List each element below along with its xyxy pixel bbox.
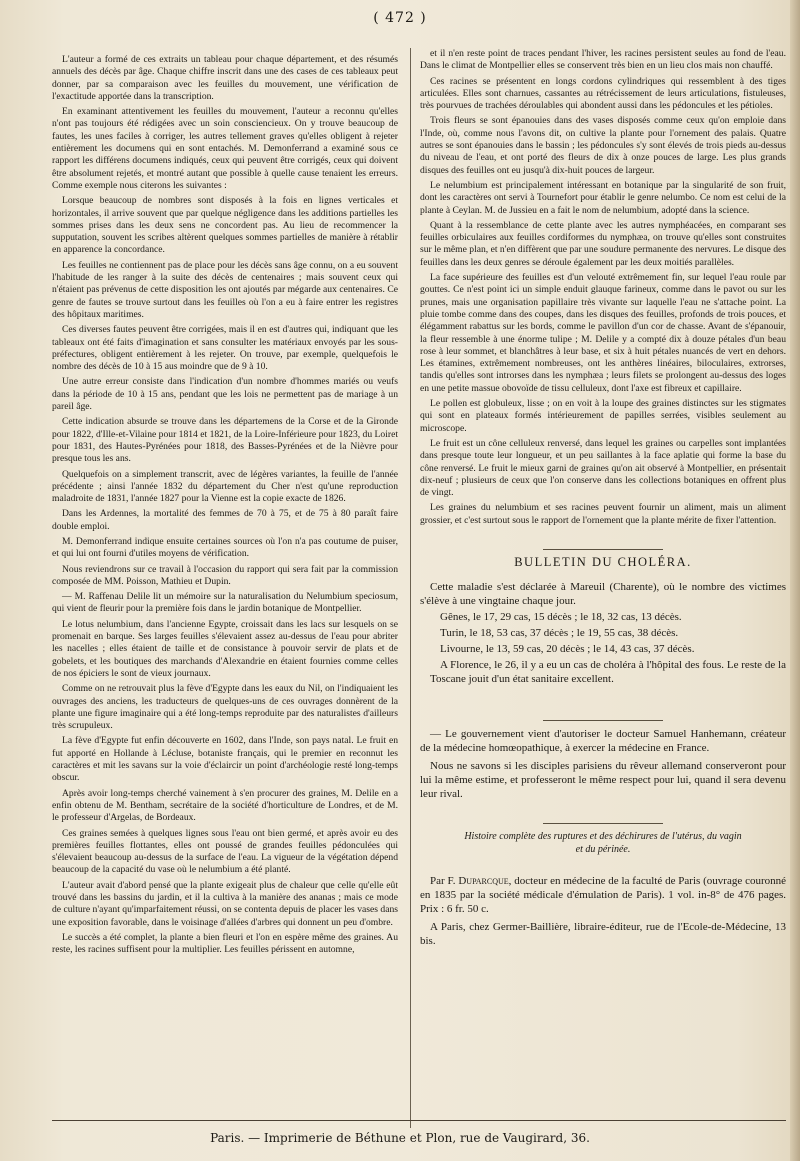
left-paragraph: Après avoir long-temps cherché vainement à s'en procurer des graines, M. Delile en a enfin obtenu de M. Bentham, secrétaire de la société d'horticulture de Londres, et de M. le professeur d'Argelas, de Bordeaux. (52, 787, 398, 824)
left-paragraph: Nous reviendrons sur ce travail à l'occasion du rapport qui sera fait par la commission composée de MM. Poisson, Mathieu et Dupin. (52, 563, 398, 587)
left-paragraph: — M. Raffenau Delile lit un mémoire sur la naturalisation du Nelumbium speciosum, qui vient de fleurir pour la première fois dans le jardin botanique de Montpellier. (52, 591, 398, 615)
left-paragraph: Ces diverses fautes peuvent être corrigées, mais il en est d'autres qui, indiquant que les tableaux ont été faits d'imagination et sans consulter les matériaux envoyés par les sous-préfectures, obligent entièrement à les rejeter. On trouve, par exemple, quelquefois le nombre des décès de 10 à 15 aus moindre que de 9 à 10. (52, 324, 398, 373)
section-rule (543, 823, 663, 824)
left-paragraph: Le lotus nelumbium, dans l'ancienne Egypte, croissait dans les lacs sur lesquels on se promenait en barque. Ses larges feuilles s'élevaient assez au-dessus de l'eau pour abriter les nacelles ; elles étaient de taille et de consistance à pouvoir servir de plats et de gobelets, et les boutiques des marchands d'Alexandrie en étaient fournies comme celles de nos épiciers le sont de vieux journaux. (52, 618, 398, 679)
left-paragraph: Quelquefois on a simplement transcrit, avec de légères variantes, la feuille de l'année précédente ; ainsi l'année 1832 du département du Cher n'est qu'une reproduction maladroite de 1831, l'année 1827 pour la Vienne est la copie exacte de 1826. (52, 468, 398, 505)
left-paragraph: Lorsque beaucoup de nombres sont disposés à la fois en lignes verticales et horizontales, il arrive souvent que par quelque négligence dans les additions partielles les sommes prises dans les deux sens ne concordent pas. Au lieu de recommencer la supputation, souvent les scribes altèrent quelques sommes partielles de manière à rétablir en apparence la concordance. (52, 195, 398, 256)
right-paragraph: Trois fleurs se sont épanouies dans des vases disposés comme ceux qu'on emploie dans l'Inde, où, comme nous l'avons dit, on cultive la plante pour l'ornement des palais. Quatre autres se sont épanouies dans le bassin ; les pédoncules s'y sont élevés de trois pieds au-dessus du niveau de l'eau, et ont porté des fleurs de dix à onze pouces de large. Les plus grands disques des feuilles ont eu jusqu'à dix-huit pouces de largeur. (420, 115, 786, 176)
column-divider (410, 48, 411, 1128)
right-paragraph: Quant à la ressemblance de cette plante avec les autres nymphéacées, en comparant ses feuilles orbiculaires aux feuilles cordiformes du nymphæa, on trouve qu'elles sont construites sur le même plan, et n'en diffèrent que par une soudure permanente des nervures. Le disque des feuilles dans les deux genres se déroule également par les deux moitiés parallèles. (420, 219, 786, 268)
left-paragraph: Cette indication absurde se trouve dans les départemens de la Corse et de la Gironde pour 1822, d'Ille-et-Vilaine pour 1814 et 1821, de la Loire-Inférieure pour 1823, du Loiret pour 1831, des Hautes-Pyrénées pour 1818, des Basses-Pyrénées et de la Nièvre pour presque tous les ans. (52, 416, 398, 465)
left-paragraph: Une autre erreur consiste dans l'indication d'un nombre d'hommes mariés ou veufs dans la période de 10 à 15 ans, pendant que les lois ne permettent pas de mariage à un pareil âge. (52, 376, 398, 413)
right-paragraph: Le nelumbium est principalement intéressant en botanique par la singularité de son fruit, dont les caractères ont servi à Tournefort pour établir le genre nelumbo. Ce nom est celui de la plante à Ceylan. M. de Jussieu en a fait le nom de nelumbium, adopté dans la science. (420, 179, 786, 216)
left-paragraph: L'auteur a formé de ces extraits un tableau pour chaque département, et des résumés annuels des décès par âge. Chaque chiffre inscrit dans une des cases de ces tableaux peut donner, par sa comparaison avec les feuilles du mouvement, une vérification de l'exactitude apportée dans la transcription. (52, 54, 398, 102)
right-paragraph: Les graines du nelumbium et ses racines peuvent fournir un aliment, mais un aliment grossier, et c'est surtout sous le rapport de l'ornement que la plante mérite de fixer l'attention. (420, 502, 786, 526)
notice-paragraph-1: — Le gouvernement vient d'autoriser le docteur Samuel Hanhemann, créateur de la médecine homœopathique, à exercer la médecine en France. (420, 728, 786, 755)
right-paragraph: Le pollen est globuleux, lisse ; on en voit à la loupe des graines distinctes sur les stigmates qui sont en plateaux formés intérieurement de papilles serrées, visibles seulement au microscope. (420, 398, 786, 434)
bulletin-city-entry: A Florence, le 26, il y a eu un cas de choléra à l'hôpital des fous. Le reste de la Toscane jouit d'un état sanitaire excellent. (430, 659, 786, 686)
bulletin-intro: Cette maladie s'est déclarée à Mareuil (Charente), où le nombre des victimes s'élève à une vingtaine chaque jour. (420, 581, 786, 608)
right-paragraph: et il n'en reste point de traces pendant l'hiver, les racines persistent seules au fond de l'eau. Dans le climat de Montpellier elles se conservent très bien en un lieu clos mais non chauffé. (420, 48, 786, 72)
right-paragraph: La face supérieure des feuilles est d'un velouté extrêmement fin, sur lequel l'eau roule par gouttes. Ce n'est point ici un simple enduit glauque farineux, comme dans le pavot ou sur les prunes, mais une organisation papillaire très vivante sur laquelle l'eau ne s'attache point. La pluie tombe comme dans des coupes, dans les disques des feuilles, profonds de trois pouces, et élégamment rabattus sur les bords, comme le pavillon d'un cor de chasse. Avant de s'épanouir, la fleur ressemble à une énorme tulipe ; M. Delile y a compté dix à douze pétales d'un beau rose à leur sommet, et blanchâtres à leur base, et six à huit pétales nuancés de vert en dehors. Les étamines, extrêmement nombreuses, ont les anthères linéaires, biloculaires, extrorses, tandis qu'elles sont introrses dans les nymphæa ; leurs filets se prolongent au-dessus des loges en une petite massue obovoïde de tissu celluleux, dont l'axe est fibreux et capillaire. (420, 272, 786, 394)
left-paragraph: Comme on ne retrouvait plus la fève d'Egypte dans les eaux du Nil, on l'indiquaient les ouvrages des anciens, les traducteurs de quelques-uns de ces ouvrages donnèrent de la plante une figure imaginaire qui a été long-temps reproduite par des naturalistes d'ailleurs très scrupuleux. (52, 683, 398, 732)
bulletin-city-entry: Livourne, le 13, 59 cas, 20 décès ; le 14, 43 cas, 37 décès. (440, 643, 695, 656)
book-title (420, 823, 786, 856)
right-paragraph: Ces racines se présentent en longs cordons cylindriques qui ressemblent à des tiges articulées. Elles sont charnues, cassantes au rétrécissement de leurs articulations, fistuleuses, très pourvues de trachées déroulables qui abondent aussi dans les pédoncules et les pétioles. (420, 75, 786, 112)
left-paragraph: En examinant attentivement les feuilles du mouvement, l'auteur a reconnu qu'elles n'ont pas toujours été rédigées avec un soin consciencieux. On y trouve beaucoup de fautes, les unes faciles à corriger, les autres tellement graves qu'elles obligent à rejeter entièrement les documens qui en sont entachés. M. Demonferrand a examiné sous ce rapport les différens documens indiqués, ceux qui peuvent être corrigés, ceux qui doivent être absolument rejetés, et montré autant que possible à quelle cause tenaient les erreurs. Comme exemple nous citerons les suivantes : (52, 106, 398, 191)
left-paragraph: La fève d'Egypte fut enfin découverte en 1602, dans l'Inde, son pays natal. Le fruit en fut apporté en Hollande à Lécluse, botaniste français, qui le premier en reconnut les caractères et mit les savans sur la voie d'éclaircir un point d'archéologie resté long-temps obscur. (52, 735, 398, 784)
page-spine-shadow (790, 0, 800, 1161)
notice-paragraph-2-text: Nous ne savons si les disciples parisiens du rêveur allemand conserveront pour lui la même estime, et professeront le même respect pour lui, quand il sera devenu leur rival. (420, 760, 786, 801)
left-paragraph: Le succès a été complet, la plante a bien fleuri et l'on en espère même des graines. Au reste, les racines suffisent pour la multiplier. Les feuilles périssent en automne, (52, 931, 398, 956)
left-paragraph: L'auteur avait d'abord pensé que la plante exigeait plus de chaleur que celle qu'elle eût trouvé dans les bassins du jardin, et il la cultiva à la manière des ananas ; mais ce mode de culture n'ayant qu'imparfaitement réussi, on se contenta depuis de placer les vases dans une exposition favorable, dans le voisinage d'allées d'arbres qui donnent un peu d'ombre. (52, 879, 398, 928)
bulletin-city-list (420, 610, 786, 686)
page-number: ( 472 ) (373, 10, 427, 26)
footer-rule (52, 1120, 786, 1121)
right-column-article (420, 48, 786, 527)
book-details: , docteur en médecine de la faculté de Paris (ouvrage couronné en 1835 par la société médicale d'émulation de Paris). 1 vol. in-8° de 476 pages. Prix : 6 fr. 50 c. (420, 875, 786, 916)
section-rule (543, 720, 663, 721)
left-column (52, 48, 398, 959)
book-info (420, 874, 786, 948)
bulletin-city-entry: Gênes, le 17, 29 cas, 15 décès ; le 18, 32 cas, 13 décès. (440, 611, 682, 624)
book-title-line-1: Histoire complète des ruptures et des déchirures de l'utérus, du vagin (464, 831, 742, 843)
bulletin-city-entry: Turin, le 18, 53 cas, 37 décès ; le 19, 55 cas, 38 décès. (440, 627, 679, 640)
right-paragraph: Le fruit est un cône celluleux renversé, dans lequel les graines ou carpelles sont implantées dans presque toute leur longueur, et un peu saillantes à la face aplatie qui forme la base du cône renversé. Le fruit le mieux garni de graines qu'on ait observé à Montpellier, en présentait dix-neuf ; plusieurs de ceux que l'on conserve dans les collections botaniques en offrent plus de vingt. (420, 437, 786, 499)
homeopathy-notice (420, 720, 786, 801)
left-paragraph: Les feuilles ne contiennent pas de place pour les décès sans âge connu, on a eu souvent l'habitude de les ranger à la suite des décès de centenaires ; mais souvent ceux qui n'étaient pas prévenus de cette disposition les ont ajoutés par mégarde aux centenaires. Ce genre de fautes se trouve surtout dans les feuilles où l'on a eu à faire entrer les registres des hôpitaux maritimes. (52, 259, 398, 320)
bulletin-title: BULLETIN DU CHOLÉRA. (514, 554, 692, 569)
left-paragraph: Ces graines semées à quelques lignes sous l'eau ont bien germé, et après avoir eu des premières feuilles flottantes, elles ont poussé de grandes feuilles pédonculées qui s'élevaient beaucoup au-dessus de la surface de l'eau. La vigueur de la végétation dépend beaucoup de la capacité du vase où le nelumbium a été planté. (52, 827, 398, 876)
printer-footer: Paris. — Imprimerie de Béthune et Plon, rue de Vaugirard, 36. (210, 1131, 590, 1145)
left-paragraph: M. Demonferrand indique ensuite certaines sources où l'on n'a pas coutume de puiser, et qui lui ont fourni d'utiles moyens de vérification. (52, 535, 398, 560)
left-paragraph: Dans les Ardennes, la mortalité des femmes de 70 à 75, et de 75 à 80 paraît faire double emploi. (52, 508, 398, 532)
right-column (420, 48, 786, 952)
section-rule (543, 549, 663, 550)
book-author-line (420, 874, 786, 916)
book-author-name: Duparcque (458, 875, 509, 888)
book-publisher: A Paris, chez Germer-Baillière, libraire-éditeur, rue de l'Ecole-de-Médecine, 13 bis. (420, 921, 786, 948)
notice-paragraph-2 (420, 759, 786, 801)
cholera-bulletin (420, 549, 786, 686)
book-author-prefix: Par F. (430, 875, 456, 888)
book-title-line-2: et du périnée. (575, 844, 631, 856)
